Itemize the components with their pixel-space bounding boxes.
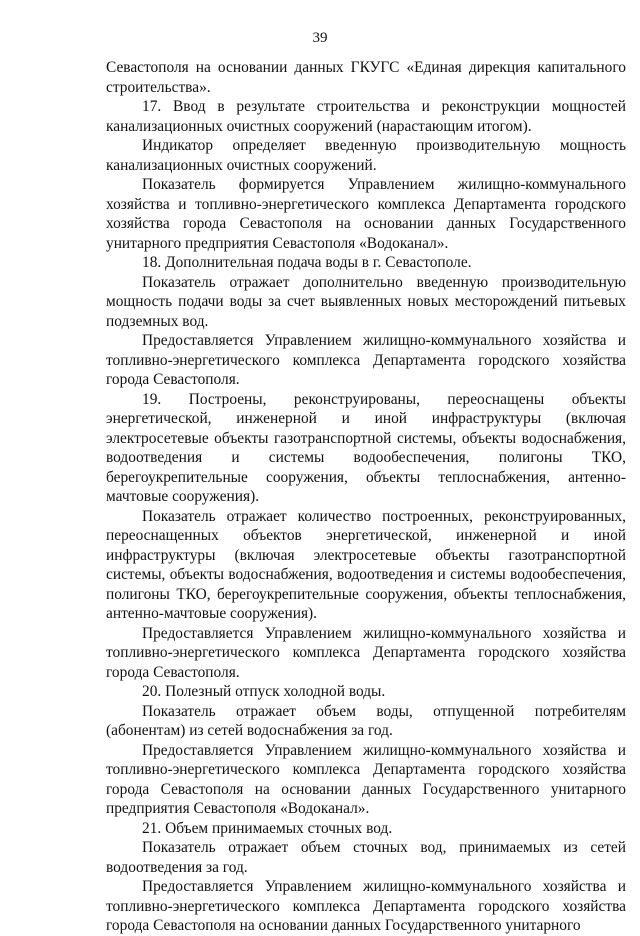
paragraph-item-19-heading: 19. Построены, реконструированы, переоснащены объекты энергетической, инженерной и иной инфраструктуры (включая электросетевые объекты газотранспортной системы, объекты водоснабжения, водоотведения и системы водообеспечения, полигоны ТКО, берегоукрепительные сооружения, объекты теплоснабжения, антенно-мачтовые сооружения).: [106, 390, 626, 505]
paragraph-item-21-description: Показатель отражает объем сточных вод, принимаемых из сетей водоотведения за год.: [106, 839, 626, 876]
paragraph-item-18-source: Предоставляется Управлением жилищно-коммунального хозяйства и топливно-энергетического комплекса Департамента городского хозяйства города Севастополя.: [106, 332, 626, 388]
paragraph-item-20-description: Показатель отражает объем воды, отпущенной потребителям (абонентам) из сетей водоснабжения за год.: [106, 702, 626, 739]
paragraph-item-18-heading: 18. Дополнительная подача воды в г. Севастополе.: [142, 254, 472, 271]
paragraph-item-17-heading: 17. Ввод в результате строительства и реконструкции мощностей канализационных очистных сооружений (нарастающим итогом).: [106, 98, 626, 135]
paragraph-item-20-source: Предоставляется Управлением жилищно-коммунального хозяйства и топливно-энергетического комплекса Департамента городского хозяйства города Севастополя на основании данных Государственного унитарного предприятия Севастополя «Водоканал».: [106, 741, 626, 817]
paragraph-item-19-source: Предоставляется Управлением жилищно-коммунального хозяйства и топливно-энергетического комплекса Департамента городского хозяйства города Севастополя.: [106, 624, 626, 681]
document-body: [106, 58, 626, 936]
paragraph-item-21-heading: 21. Объем принимаемых сточных вод.: [142, 819, 393, 837]
paragraph-item-21-source: Предоставляется Управлением жилищно-коммунального хозяйства и топливно-энергетического комплекса Департамента городского хозяйства города Севастополя на основании данных Государственного унитарного: [106, 878, 626, 934]
paragraph-item-18-description: Показатель отражает дополнительно введенную производительную мощность подачи воды за счет выявленных новых месторождений питьевых подземных вод.: [106, 273, 626, 330]
paragraph-item-17-indicator: Индикатор определяет введенную производительную мощность канализационных очистных сооружений.: [106, 137, 626, 174]
paragraph-item-17-source: Показатель формируется Управлением жилищно-коммунального хозяйства и топливно-энергетического комплекса Департамента городского хозяйства города Севастополя на основании данных Государственного унитарного предприятия Севастополя «Водоканал».: [106, 176, 626, 252]
page-number: 39: [312, 30, 328, 46]
paragraph-item-19-description: Показатель отражает количество построенных, реконструированных, переоснащенных объектов энергетической, инженерной и иной инфраструктуры (включая электросетевые объекты газотранспортной системы, объекты водоснабжения, водоотведения и системы водообеспечения, полигоны ТКО, берегоукрепительные сооружения, объекты теплоснабжения, антенно-мачтовые сооружения).: [106, 507, 626, 622]
paragraph-continuation: Севастополя на основании данных ГКУГС «Единая дирекция капитального строительства».: [106, 59, 626, 96]
paragraph-item-20-heading: 20. Полезный отпуск холодной воды.: [142, 683, 386, 700]
